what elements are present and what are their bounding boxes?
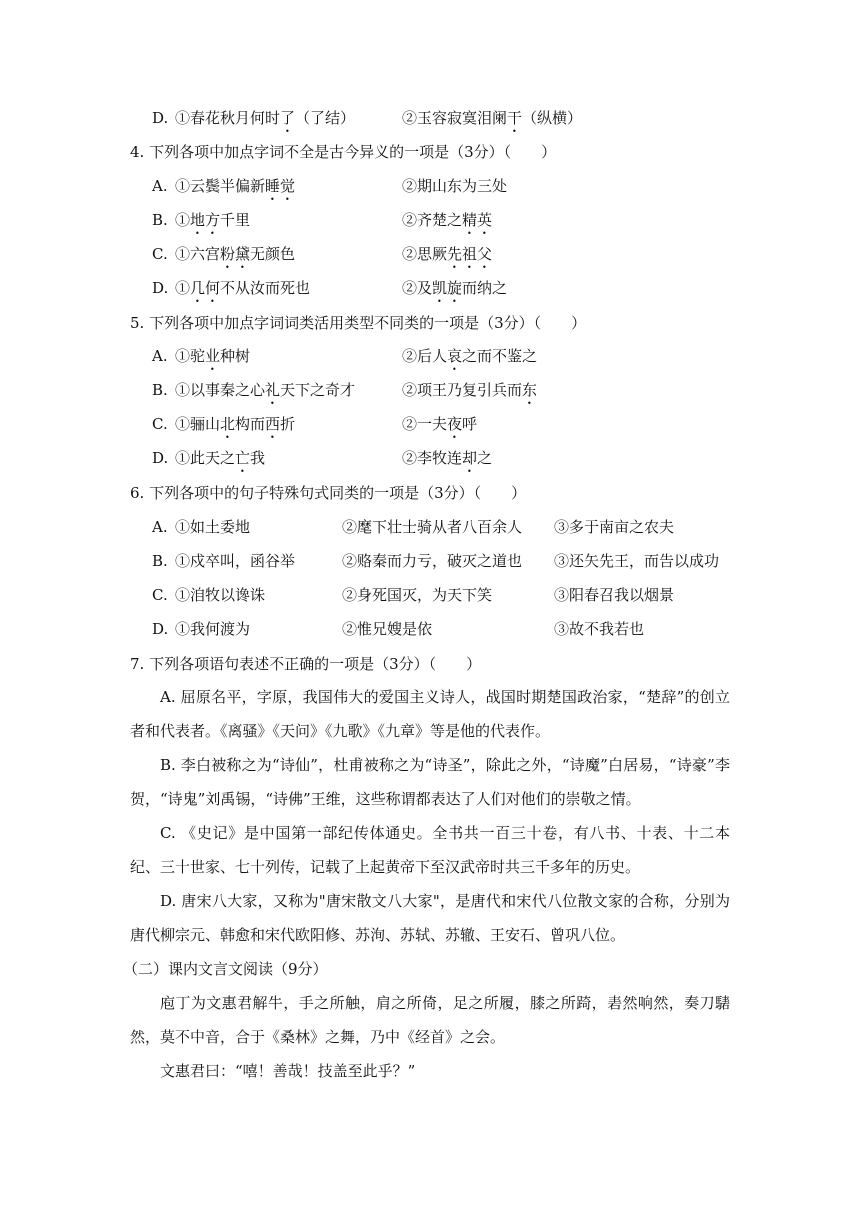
option-item-1: ①洎牧以谗诛 <box>175 586 266 604</box>
option-item-3: ③多于南亩之农夫 <box>554 518 675 536</box>
option-item-2: ②麾下壮士骑从者八百余人 <box>342 518 523 536</box>
option-item-1: ①六宫粉黛无颜色 <box>175 245 296 263</box>
dotted-word: 北 <box>220 415 236 433</box>
dotted-word: 干 <box>507 109 523 127</box>
dotted-word: 东 <box>522 381 538 399</box>
option-label: D. <box>152 620 169 638</box>
dotted-word: 夜 <box>447 415 463 433</box>
option-label: B. <box>152 381 168 399</box>
option-item-2: ②李牧连却之 <box>402 449 493 467</box>
option-item-1: ①骊山北构而西折 <box>175 415 296 433</box>
section-heading: （二）课内文言文阅读（9分） <box>123 960 328 978</box>
dotted-word: 地方 <box>190 211 221 229</box>
dotted-word: 了 <box>280 109 296 127</box>
dotted-word: 先祖父 <box>447 245 493 263</box>
option-label: A. <box>152 518 168 536</box>
option-label: D. <box>152 109 169 127</box>
option-label: A. <box>152 177 168 195</box>
option-item-2: ②期山东为三处 <box>402 177 508 195</box>
option-item-2: ②一夫夜呼 <box>402 415 478 433</box>
option-label: C. <box>152 245 168 263</box>
option-item-2: ②思厥先祖父 <box>402 245 493 263</box>
dotted-word: 业 <box>205 347 221 365</box>
passage-paragraph-1: 庖丁为文惠君解牛，手之所触，肩之所倚，足之所履，膝之所踦，砉然响然，奏刀騞然，莫不中音，合于《桑林》之舞，乃中《经首》之会。 <box>130 994 730 1046</box>
option-item-2: ②项王乃复引兵而东 <box>402 381 538 399</box>
question-7-stem: 7. 下列各项语句表述不正确的一项是（3分）（ ） <box>130 655 482 673</box>
q7-option-c: C. 《史记》是中国第一部纪传体通史。全书共一百三十卷，有八书、十表、十二本纪、三十世家、七十列传，记载了上起黄帝下至汉武帝时共三千多年的历史。 <box>130 824 730 876</box>
option-item-1: ①地方千里 <box>175 211 251 229</box>
q7-option-b: B. 李白被称之为“诗仙”，杜甫被称之为“诗圣”，除此之外，“诗魔”白居易，“诗豪”李贺，“诗鬼”刘禹锡，“诗佛”王维，这些称谓都表达了人们对他们的崇敬之情。 <box>130 756 730 808</box>
question-6-stem: 6. 下列各项中的句子特殊句式同类的一项是（3分）（ ） <box>130 484 527 502</box>
option-item-2: ②及凯旋而纳之 <box>402 279 508 297</box>
option-item-1: ①驼业种树 <box>175 347 251 365</box>
option-label: B. <box>152 211 168 229</box>
option-label: C. <box>152 415 168 433</box>
dotted-word: 礼 <box>265 381 281 399</box>
option-item-1: ①春花秋月何时了（了结） <box>175 109 356 127</box>
dotted-word: 几何 <box>190 279 221 297</box>
option-label: D. <box>152 279 169 297</box>
option-item-1: ①云鬓半偏新睡觉 <box>175 177 296 195</box>
option-item-1: ①几何不从汝而死也 <box>175 279 311 297</box>
q7-option-a: A. 屈原名平，字原，我国伟大的爱国主义诗人，战国时期楚国政治家，“楚辞”的创立者和代表者。《离骚》《天问》《九歌》《九章》等是他的代表作。 <box>130 688 730 740</box>
option-item-2: ②玉容寂寞泪阑干（纵横） <box>402 109 583 127</box>
option-item-2: ②身死国灭，为天下笑 <box>342 586 493 604</box>
dotted-word: 亡 <box>235 449 251 467</box>
dotted-word: 却 <box>462 449 478 467</box>
q7-option-d: D. 唐宋八大家，又称为"唐宋散文八大家"，是唐代和宋代八位散文家的合称，分别为唐代柳宗元、韩愈和宋代欧阳修、苏洵、苏轼、苏辙、王安石、曾巩八位。 <box>130 892 730 944</box>
dotted-word: 精英 <box>462 211 493 229</box>
option-item-1: ①我何渡为 <box>175 620 251 638</box>
dotted-word: 睡觉 <box>265 177 296 195</box>
question-4-stem: 4. 下列各项中加点字词不全是古今异义的一项是（3分）（ ） <box>130 143 557 161</box>
option-item-1: ①以事秦之心礼天下之奇才 <box>175 381 356 399</box>
option-item-1: ①此天之亡我 <box>175 449 266 467</box>
option-item-2: ②后人哀之而不鉴之 <box>402 347 538 365</box>
option-item-3: ③阳春召我以烟景 <box>554 586 675 604</box>
option-label: D. <box>152 449 169 467</box>
option-item-1: ①戍卒叫，函谷举 <box>175 552 296 570</box>
dotted-word: 粉黛 <box>220 245 251 263</box>
option-item-1: ①如土委地 <box>175 518 251 536</box>
option-item-2: ②惟兄嫂是依 <box>342 620 433 638</box>
dotted-word: 哀 <box>447 347 463 365</box>
option-label: B. <box>152 552 168 570</box>
passage-paragraph-2: 文惠君曰：“嘻！善哉！技盖至此乎？” <box>160 1062 416 1080</box>
option-item-2: ②齐楚之精英 <box>402 211 493 229</box>
question-5-stem: 5. 下列各项中加点字词词类活用类型不同类的一项是（3分）（ ） <box>130 314 587 332</box>
dotted-word: 西 <box>265 415 281 433</box>
option-item-2: ②赂秦而力亏，破灭之道也 <box>342 552 523 570</box>
option-item-3: ③还矢先王，而告以成功 <box>554 552 720 570</box>
option-label: C. <box>152 586 168 604</box>
option-item-3: ③故不我若也 <box>554 620 645 638</box>
dotted-word: 凯旋 <box>432 279 463 297</box>
option-label: A. <box>152 347 168 365</box>
